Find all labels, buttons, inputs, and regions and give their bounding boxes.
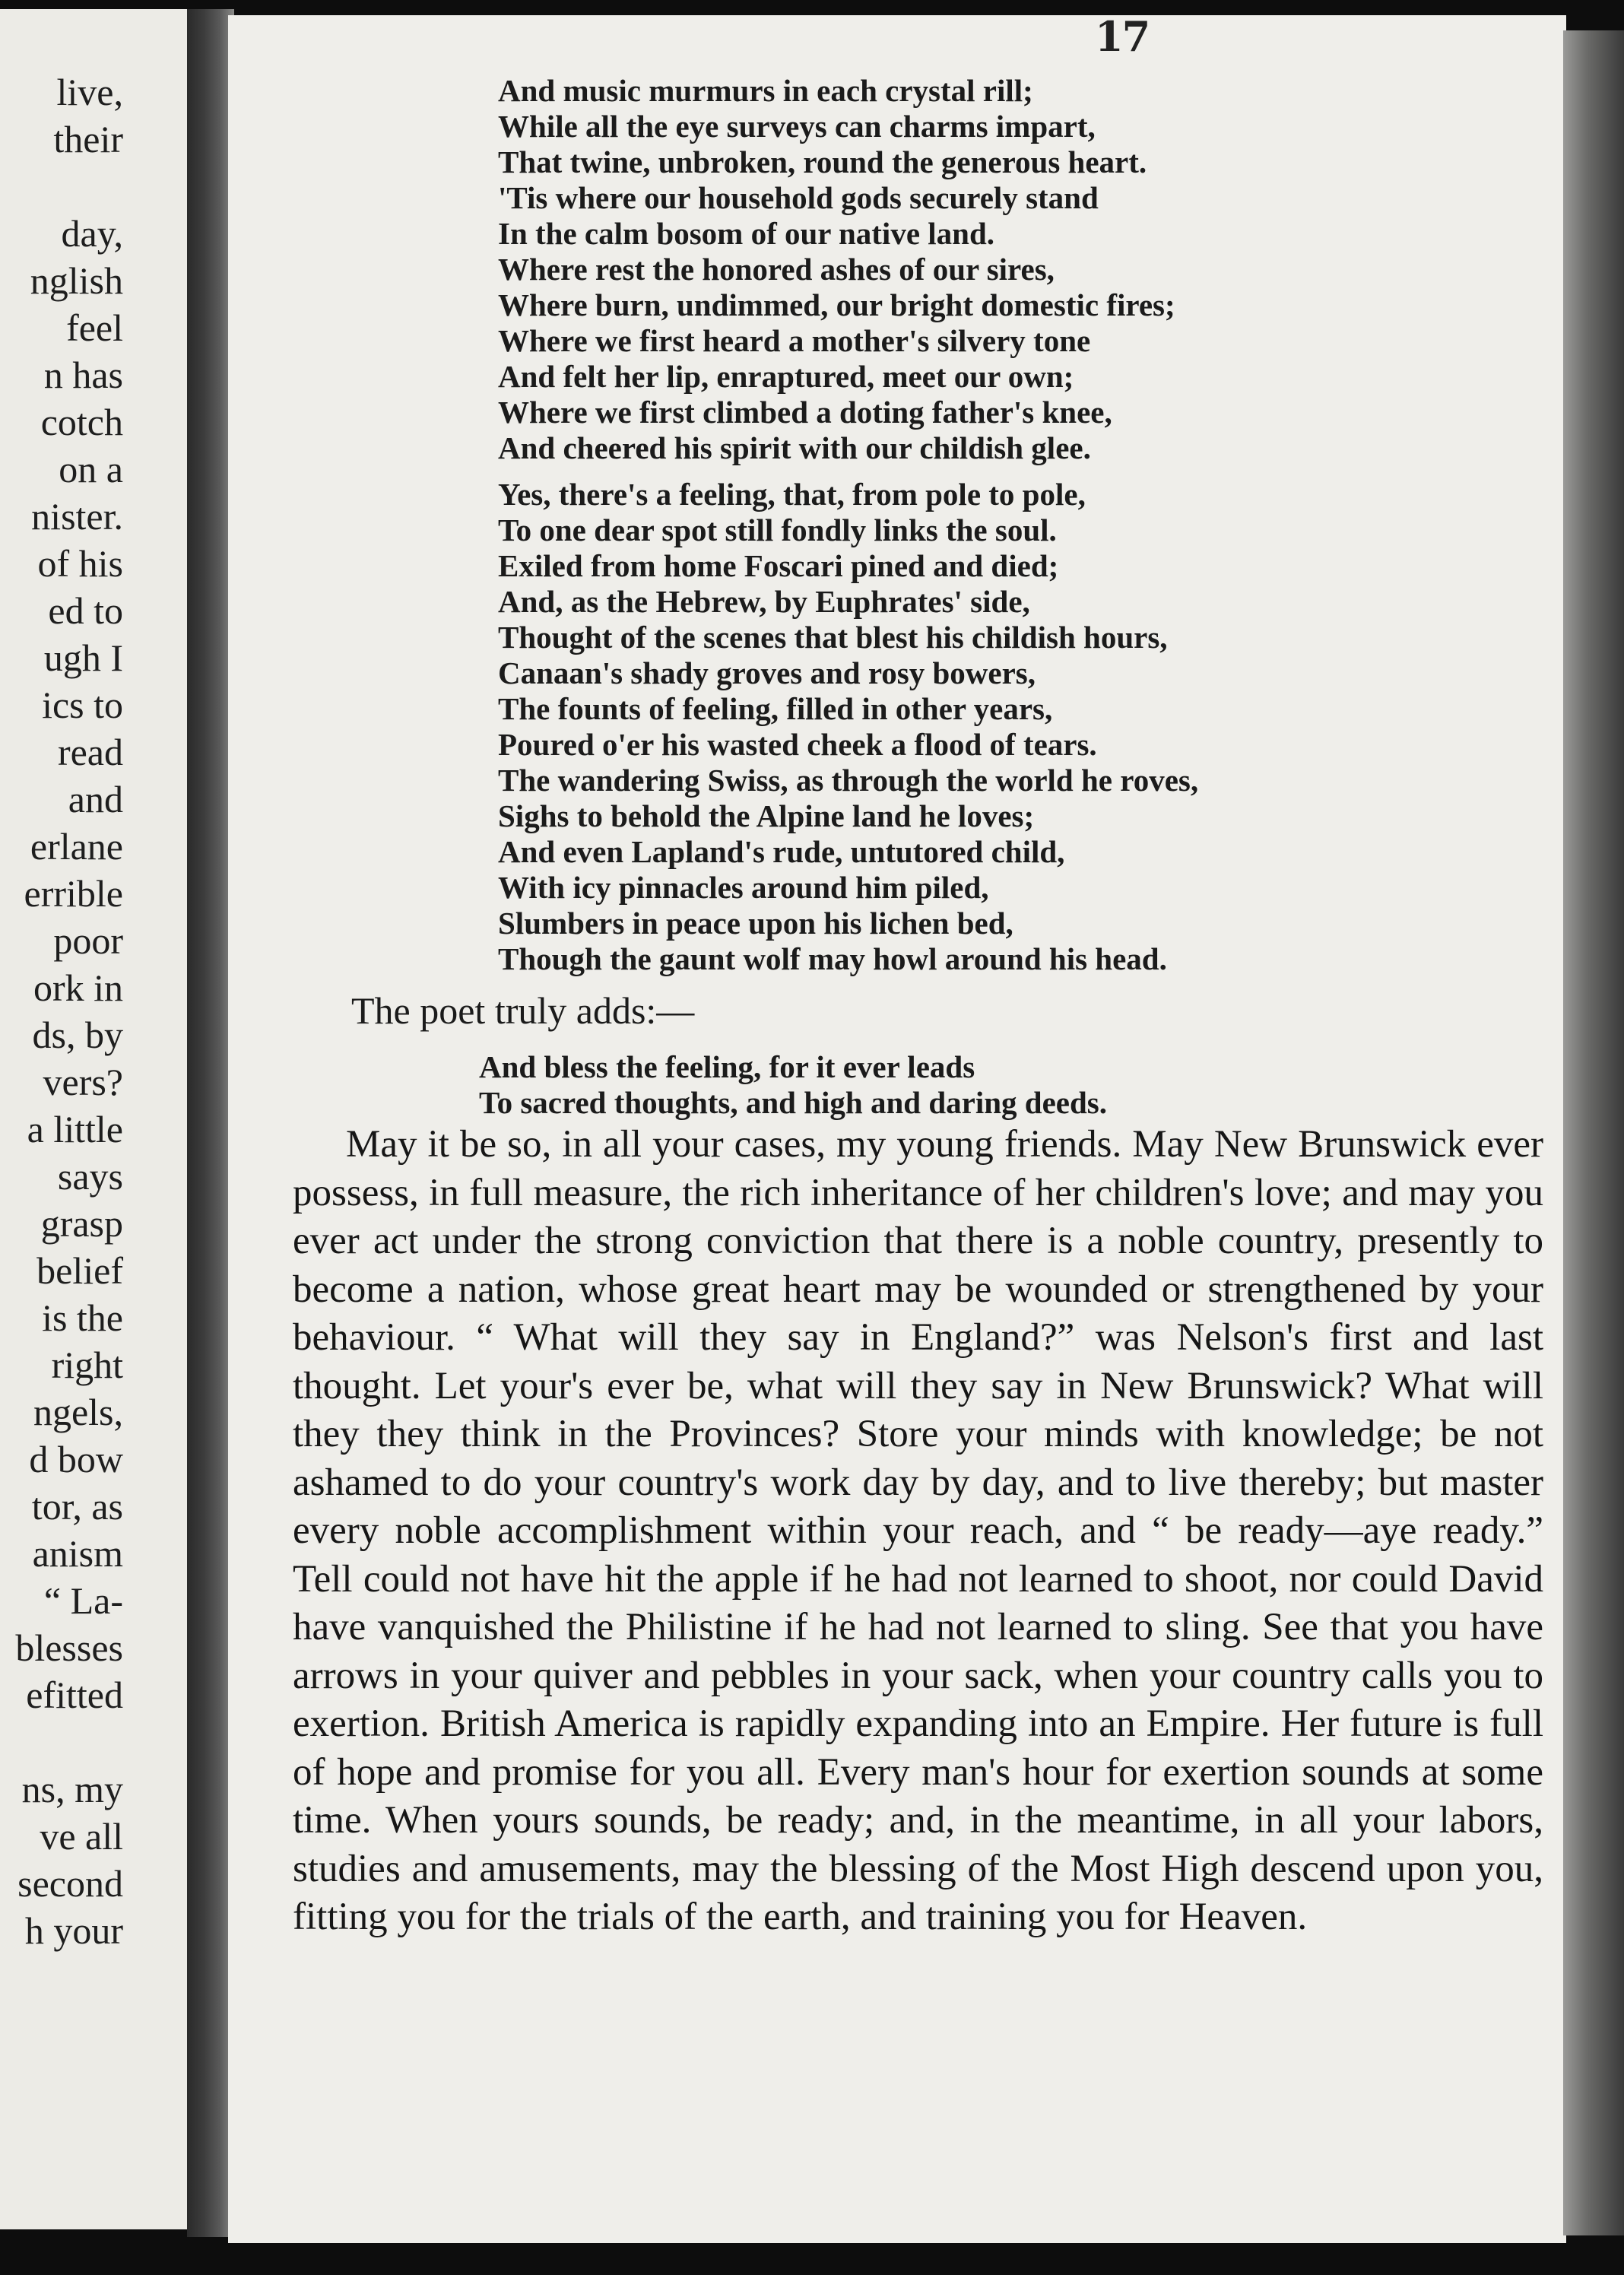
line-fragment: day, [61,212,123,255]
line-fragment: poor [53,919,123,962]
line-fragment: nglish [30,259,123,302]
line-fragment: ics to [42,684,123,726]
poem-line: Though the gaunt wolf may howl around his head. [498,941,1167,976]
body-paragraph: May it be so, in all your cases, my young friends. May New Brunswick ever possess, in full measure, the rich inheritance of her children's love; and may you ever act under the strong conviction that there is a noble country, presently to become a nation, whose great heart may be wounded or strengthened by your behaviour. “ What will they say in England?” was Nelson's first and last thought. Let your's ever be, what will they say in New Brunswick? What will they they think in the Provinces? Store your minds with knowledge; be not ashamed to do your country's work day by day, and to live thereby; but master every noble accomplishment within your reach, and “ be ready—aye ready.” Tell could not have hit the apple if he had not learned to shoot, nor could David have vanquished the Philistine if he had not learned to sling. See that you have arrows in your quiver and pebbles in your sack, when your country calls you to exertion. British America is rapidly expanding into an Empire. Her future is full of hope and promise for you all. Every man's hour for exertion sounds at some time. When yours sounds, be ready; and, in the meantime, in all your labors, studies and amusements, may the blessing of the Most High descend upon you, fitting you for the trials of the earth, and training you for Heaven. [293,1123,1543,1938]
poem-line: And felt her lip, enraptured, meet our own; [498,359,1074,394]
poem-line: And cheered his spirit with our childish glee. [498,430,1091,465]
poem-line: Canaan's shady groves and rosy bowers, [498,655,1036,690]
poem-line: And music murmurs in each crystal rill; [498,73,1033,108]
poem-line: To one dear spot still fondly links the soul. [498,512,1057,547]
stanza-break [498,466,1334,477]
line-fragment: vers? [43,1061,123,1103]
line-fragment: ns, my [21,1768,123,1810]
line-fragment: right [51,1344,123,1386]
line-fragment: a little [27,1108,123,1150]
line-fragment: their [53,118,123,160]
page-number: 17 [1095,12,1150,61]
line-fragment: n has [43,354,123,396]
line-fragment: live, [56,71,123,113]
poem-stanza [498,73,1334,466]
poem-line: And, as the Hebrew, by Euphrates' side, [498,584,1030,619]
poem-line: Where we first heard a mother's silvery tone [498,323,1091,358]
page-edge [1563,30,1624,2235]
line-fragment: ds, by [32,1014,123,1056]
poem-line: Poured o'er his wasted cheek a flood of tears. [498,727,1097,762]
line-fragment: efitted [26,1674,123,1716]
quote-line: And bless the feeling, for it ever leads [479,1049,975,1084]
line-fragment: ed to [48,589,123,632]
poem-line: The founts of feeling, filled in other years, [498,691,1053,726]
poem-line: And even Lapland's rude, untutored child, [498,834,1065,869]
quote-intro: The poet truly adds:— [351,989,695,1032]
line-fragment: read [57,731,123,773]
line-fragment [0,163,123,210]
facing-page [0,9,199,2229]
book-gutter [187,9,234,2237]
line-fragment: errible [24,872,123,915]
poem-line: With icy pinnacles around him piled, [498,870,989,905]
poem-line: While all the eye surveys can charms impart, [498,109,1096,144]
poem-line: In the calm bosom of our native land. [498,216,995,251]
poem-line: Where we first climbed a doting father's knee, [498,395,1112,430]
poem-line: Where burn, undimmed, our bright domestic fires; [498,287,1175,322]
quote-line: To sacred thoughts, and high and daring deeds. [479,1085,1107,1120]
line-fragment: nister. [31,495,123,538]
line-fragment: anism [32,1532,123,1575]
poem-line: 'Tis where our household gods securely stand [498,180,1099,215]
poem [498,73,1334,977]
line-fragment: ugh I [43,636,123,679]
poem-line: Exiled from home Foscari pined and died; [498,548,1059,583]
poem-line: Thought of the scenes that blest his childish hours, [498,620,1168,655]
line-fragment: d bow [29,1438,123,1480]
line-fragment: blesses [15,1626,123,1669]
line-fragment: feel [66,306,123,349]
poem-stanza [498,477,1334,977]
line-fragment: of his [37,542,123,585]
line-fragment: “ La- [43,1579,123,1622]
line-fragment: erlane [30,825,123,868]
line-fragment [0,1718,123,1766]
quoted-couplet [479,1049,1107,1121]
line-fragment: second [17,1862,123,1905]
line-fragment: h your [24,1909,123,1952]
poem-line: That twine, unbroken, round the generous heart. [498,144,1147,179]
line-fragment: ngels, [33,1391,123,1433]
line-fragment: belief [36,1249,123,1292]
poem-line: The wandering Swiss, as through the world he roves, [498,763,1199,798]
poem-line: Where rest the honored ashes of our sires, [498,252,1055,287]
line-fragment: on a [59,448,123,490]
line-fragment: ork in [33,966,123,1009]
facing-page-text [0,68,123,1954]
line-fragment: tor, as [31,1485,123,1528]
line-fragment: grasp [40,1202,123,1245]
poem-line: Slumbers in peace upon his lichen bed, [498,906,1013,941]
line-fragment: ve all [40,1815,123,1858]
poem-line: Yes, there's a feeling, that, from pole to pole, [498,477,1086,512]
poem-line: Sighs to behold the Alpine land he loves; [498,798,1035,833]
line-fragment: and [68,778,123,820]
line-fragment: cotch [40,401,123,443]
line-fragment: is the [42,1296,123,1339]
line-fragment: says [57,1155,123,1198]
